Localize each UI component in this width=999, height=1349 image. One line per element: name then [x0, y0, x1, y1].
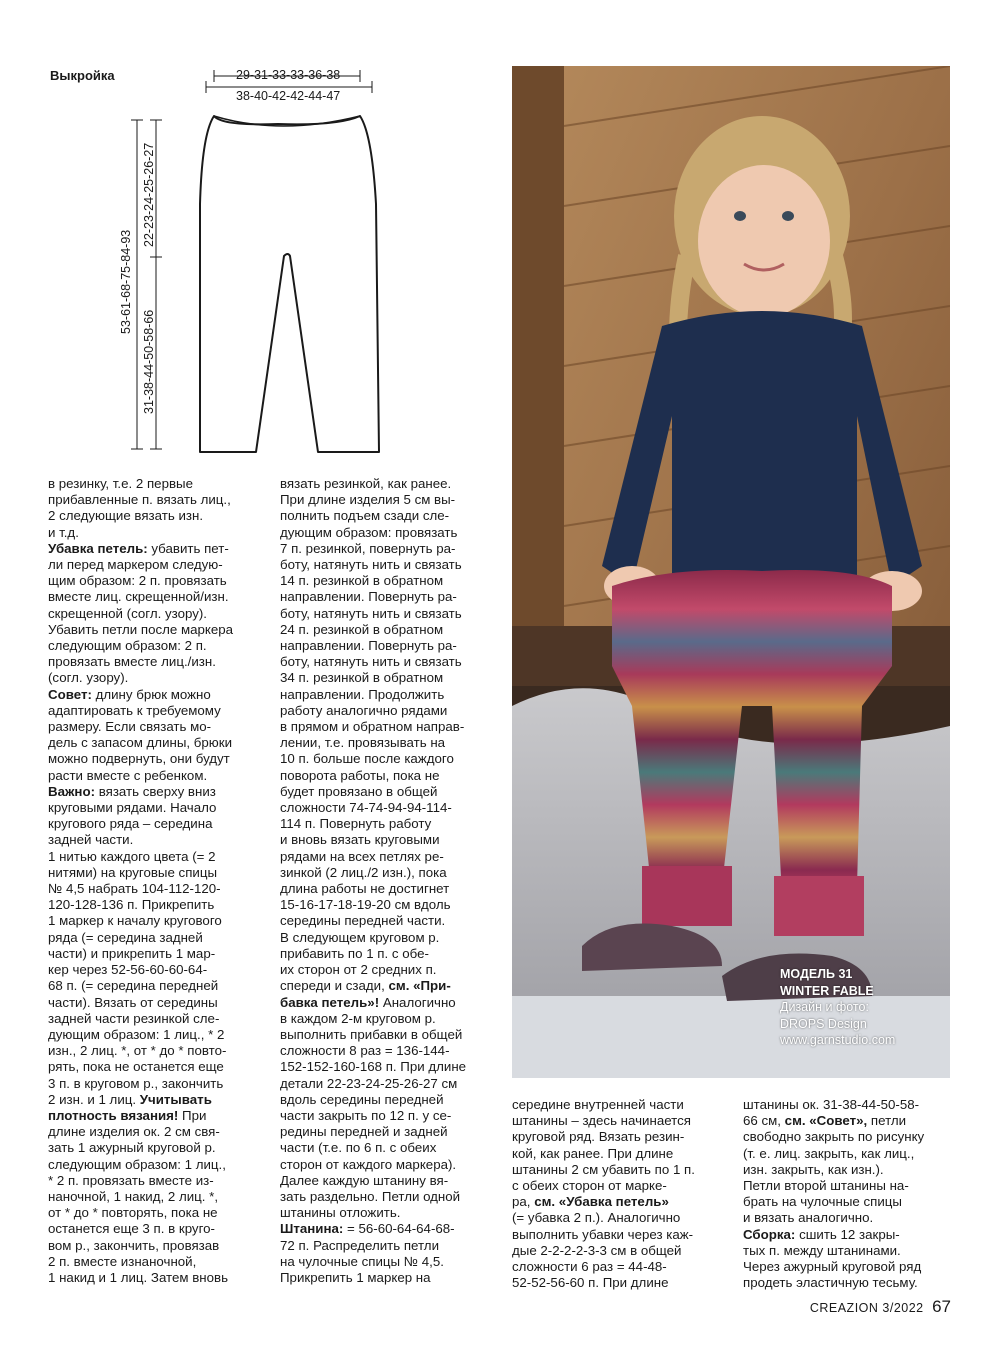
- text-line: длина работы не достигнет: [280, 881, 450, 897]
- text-line: брать на чулочные спицы: [743, 1194, 902, 1210]
- text-line: рять, пока не останется еще: [48, 1059, 224, 1075]
- text-line: ряда (= середина задней: [48, 929, 203, 945]
- text-line: зинкой (2 лиц./2 изн.), пока: [280, 864, 447, 880]
- text-line: штанины 2 см убавить по 1 п.: [512, 1161, 695, 1177]
- dim-inseam: 31-38-44-50-58-66: [142, 309, 156, 414]
- text-line: 24 п. резинкой в обратном: [280, 621, 444, 637]
- text-line: редины передней и задней: [280, 1124, 448, 1140]
- text-line: части закрыть по 12 п. у се-: [280, 1107, 452, 1123]
- text-column-4: [743, 1097, 924, 1291]
- text-line: провязать вместе лиц./изн.: [48, 654, 216, 670]
- design-credit-label: Дизайн и фото:: [780, 1000, 869, 1014]
- text-line: направлении. Повернуть ра-: [280, 638, 457, 654]
- text-line: изн., 2 лиц. *, от * до * повто-: [48, 1043, 227, 1059]
- text-line: 7 п. резинкой, повернуть ра-: [280, 540, 456, 556]
- text-line: в резинку, т.е. 2 первые: [48, 476, 193, 491]
- text-line: Далее каждую штанину вя-: [280, 1172, 449, 1188]
- text-line: спереди и сзади, см. «При-: [280, 978, 451, 994]
- text-line: размеру. Если связать мо-: [48, 719, 212, 735]
- text-line: полнить подъем сзади сле-: [280, 508, 450, 524]
- text-line: бавка петель»! Аналогично: [280, 994, 456, 1010]
- text-line: боту, натянуть нить и связать: [280, 654, 462, 670]
- text-line: тых п. между штанинами.: [743, 1242, 901, 1258]
- text-line: лении, т.е. провязывать на: [280, 735, 446, 751]
- text-line: наночной, 1 накид, 2 лиц. *,: [48, 1188, 219, 1204]
- text-line: боту, натянуть нить и связать: [280, 557, 462, 573]
- text-line: круговой ряд. Вязать резин-: [512, 1129, 685, 1145]
- text-line: и т.д.: [48, 524, 79, 540]
- text-line: вдоль середины передней: [280, 1091, 444, 1107]
- text-line: части) и прикрепить 1 мар-: [48, 945, 216, 961]
- text-line: Прикрепить 1 маркер на: [280, 1269, 431, 1285]
- text-line: середине внутренней части: [512, 1097, 684, 1112]
- text-line: направлении. Повернуть ра-: [280, 589, 457, 605]
- text-line: вместе лиц. скрещенной/изн.: [48, 589, 229, 605]
- text-line: и вязать аналогично.: [743, 1210, 874, 1226]
- text-line: 15-16-17-18-19-20 см вдоль: [280, 897, 451, 913]
- text-line: и вновь вязать круговыми: [280, 832, 440, 848]
- text-line: части). Вязать от середины: [48, 994, 218, 1010]
- text-line: (= убавка 2 п.). Аналогично: [512, 1210, 681, 1226]
- text-line: Через ажурный круговой ряд: [743, 1259, 922, 1275]
- text-line: вязать резинкой, как ранее.: [280, 476, 452, 491]
- text-line: зать раздельно. Петли одной: [280, 1188, 461, 1204]
- text-line: детали 22-23-24-25-26-27 см: [280, 1075, 458, 1091]
- text-column-1: [48, 476, 233, 1286]
- text-line: следующим образом: 1 лиц.,: [48, 1156, 226, 1172]
- text-line: Убавить петли после маркера: [48, 621, 234, 637]
- text-line: сложности 74-74-94-94-114-: [280, 800, 452, 816]
- text-line: задней части резинкой сле-: [48, 1010, 220, 1026]
- text-line: 34 п. резинкой в обратном: [280, 670, 444, 686]
- text-line: 68 п. (= середина передней: [48, 978, 219, 994]
- text-line: сложности 8 раз = 136-144-: [280, 1043, 450, 1059]
- text-line: изн. закрыть, как изн.).: [743, 1161, 884, 1177]
- text-line: кой, как ранее. При длине: [512, 1145, 674, 1161]
- text-line: дель с запасом длины, брюки: [48, 735, 233, 751]
- text-line: свободно закрыть по рисунку: [743, 1129, 925, 1145]
- text-line: выполнить убавки через каж-: [512, 1226, 694, 1242]
- text-line: кер через 52-56-60-60-64-: [48, 962, 208, 978]
- text-line: Сборка: сшить 12 закры-: [743, 1226, 900, 1242]
- text-line: работу аналогично рядами: [280, 702, 448, 718]
- text-line: рядами на всех петлях ре-: [280, 848, 444, 864]
- text-line: Штанина: = 56-60-64-64-68-: [280, 1221, 455, 1237]
- page-number: 67: [932, 1297, 951, 1316]
- text-line: 1 накид и 1 лиц. Затем вновь: [48, 1269, 229, 1285]
- text-line: Петли второй штанины на-: [743, 1178, 909, 1194]
- text-line: 114 п. Повернуть работу: [280, 816, 432, 832]
- text-line: Важно: вязать сверху вниз: [48, 783, 216, 799]
- text-line: 120-128-136 п. Прикрепить: [48, 897, 215, 913]
- text-line: продеть эластичную тесьму.: [743, 1275, 918, 1291]
- magazine-issue: CREAZION 3/2022: [809, 1301, 924, 1315]
- text-line: дые 2-2-2-2-3-3 см в общей: [512, 1242, 682, 1258]
- photo-caption: [780, 966, 895, 1049]
- text-line: в прямом и обратном направ-: [280, 719, 465, 735]
- text-column-2: [280, 476, 466, 1286]
- text-line: 52-52-56-60 п. При длине: [512, 1275, 669, 1291]
- text-line: выполнить прибавки в общей: [280, 1026, 463, 1042]
- model-photo: [512, 66, 950, 1078]
- text-line: 10 п. больше после каждого: [280, 751, 454, 767]
- text-line: следующим образом: 2 п.: [48, 638, 207, 654]
- text-line: сложности 6 раз = 44-48-: [512, 1259, 667, 1275]
- design-website: www.garnstudio.com: [780, 1033, 896, 1047]
- text-line: плотность вязания! При: [48, 1107, 207, 1123]
- text-line: дующим образом: 1 лиц., * 2: [48, 1026, 225, 1042]
- dim-rise: 22-23-24-25-26-27: [142, 142, 156, 247]
- design-brand: DROPS Design: [780, 1016, 867, 1031]
- text-line: 3 п. в круговом р., закончить: [48, 1075, 224, 1091]
- text-line: Совет: длину брюк можно: [48, 686, 211, 702]
- text-line: части (т.е. по 6 п. с обеих: [280, 1140, 437, 1156]
- text-line: вом р., закончить, провязав: [48, 1237, 220, 1253]
- text-line: будет провязано в общей: [280, 783, 438, 799]
- text-line: середины передней части.: [280, 913, 446, 929]
- text-line: нитями) на круговые спицы: [48, 864, 218, 880]
- text-line: В следующем круговом р.: [280, 929, 440, 945]
- text-line: 2 изн. и 1 лиц. Учитывать: [48, 1091, 212, 1107]
- pattern-title: Выкройка: [50, 68, 115, 83]
- text-line: можно подвернуть, они будут: [48, 751, 230, 767]
- text-line: дующим образом: провязать: [280, 524, 458, 540]
- dim-top-hip: 38-40-42-42-44-47: [236, 89, 341, 103]
- text-line: останется еще 3 п. в круго-: [48, 1221, 215, 1237]
- model-name: WINTER FABLE: [780, 983, 874, 998]
- text-line: задней части.: [48, 832, 134, 848]
- text-line: круговыми рядами. Начало: [48, 800, 217, 816]
- text-line: * 2 п. провязать вместе из-: [48, 1172, 214, 1188]
- text-line: поворота работы, пока не: [280, 767, 440, 783]
- text-line: расти вместе с ребенком.: [48, 767, 208, 783]
- text-line: 2 следующие вязать изн.: [48, 508, 204, 524]
- text-line: направлении. Продолжить: [280, 686, 445, 702]
- text-line: адаптировать к требуемому: [48, 702, 221, 718]
- text-line: Убавка петель: убавить пет-: [48, 540, 229, 556]
- text-line: на чулочные спицы № 4,5.: [280, 1253, 444, 1269]
- text-line: прибавить по 1 п. с обе-: [280, 945, 429, 961]
- text-line: 152-152-160-168 п. При длине: [280, 1059, 467, 1075]
- text-line: штанины – здесь начинается: [512, 1113, 691, 1129]
- text-line: боту, натянуть нить и связать: [280, 605, 462, 621]
- text-line: 72 п. Распределить петли: [280, 1237, 439, 1253]
- dim-total-length: 53-61-68-75-84-93: [119, 229, 133, 334]
- text-line: скрещенной (согл. узору).: [48, 605, 207, 621]
- text-line: с обеих сторон от марке-: [512, 1178, 667, 1194]
- text-line: При длине изделия 5 см вы-: [280, 492, 456, 508]
- dim-top-waist-half: 29-31-33-33-36-38: [236, 68, 341, 82]
- text-line: прибавленные п. вязать лиц.,: [48, 492, 231, 508]
- text-line: ра, см. «Убавка петель»: [512, 1194, 669, 1210]
- text-line: кругового ряда – середина: [48, 816, 213, 832]
- text-line: (т. е. лиц. закрыть, как лиц.,: [743, 1145, 915, 1161]
- text-line: штанины отложить.: [280, 1205, 401, 1221]
- pants-schematic: [110, 64, 380, 464]
- text-line: щим образом: 2 п. провязать: [48, 573, 227, 589]
- text-line: 66 см, см. «Совет», петли: [743, 1113, 907, 1129]
- text-line: от * до * повторять, пока не: [48, 1205, 218, 1221]
- page-footer: [810, 1297, 951, 1317]
- text-line: зать 1 ажурный круговой р.: [48, 1140, 216, 1156]
- text-line: в каждом 2-м круговом р.: [280, 1010, 436, 1026]
- text-line: 2 п. вместе изнаночной,: [48, 1253, 197, 1269]
- text-line: 14 п. резинкой в обратном: [280, 573, 444, 589]
- text-line: длине изделия ок. 2 см свя-: [48, 1124, 220, 1140]
- text-line: 1 нитью каждого цвета (= 2: [48, 848, 216, 864]
- model-number: МОДЕЛЬ 31: [780, 967, 853, 981]
- text-line: сторон от каждого маркера).: [280, 1156, 457, 1172]
- text-line: их сторон от 2 средних п.: [280, 962, 437, 978]
- text-column-3: [512, 1097, 695, 1291]
- text-line: (согл. узору).: [48, 670, 129, 686]
- text-line: ли перед маркером следую-: [48, 557, 223, 573]
- text-line: 1 маркер к началу кругового: [48, 913, 222, 929]
- text-line: штанины ок. 31-38-44-50-58-: [743, 1097, 920, 1112]
- text-line: № 4,5 набрать 104-112-120-: [48, 881, 221, 897]
